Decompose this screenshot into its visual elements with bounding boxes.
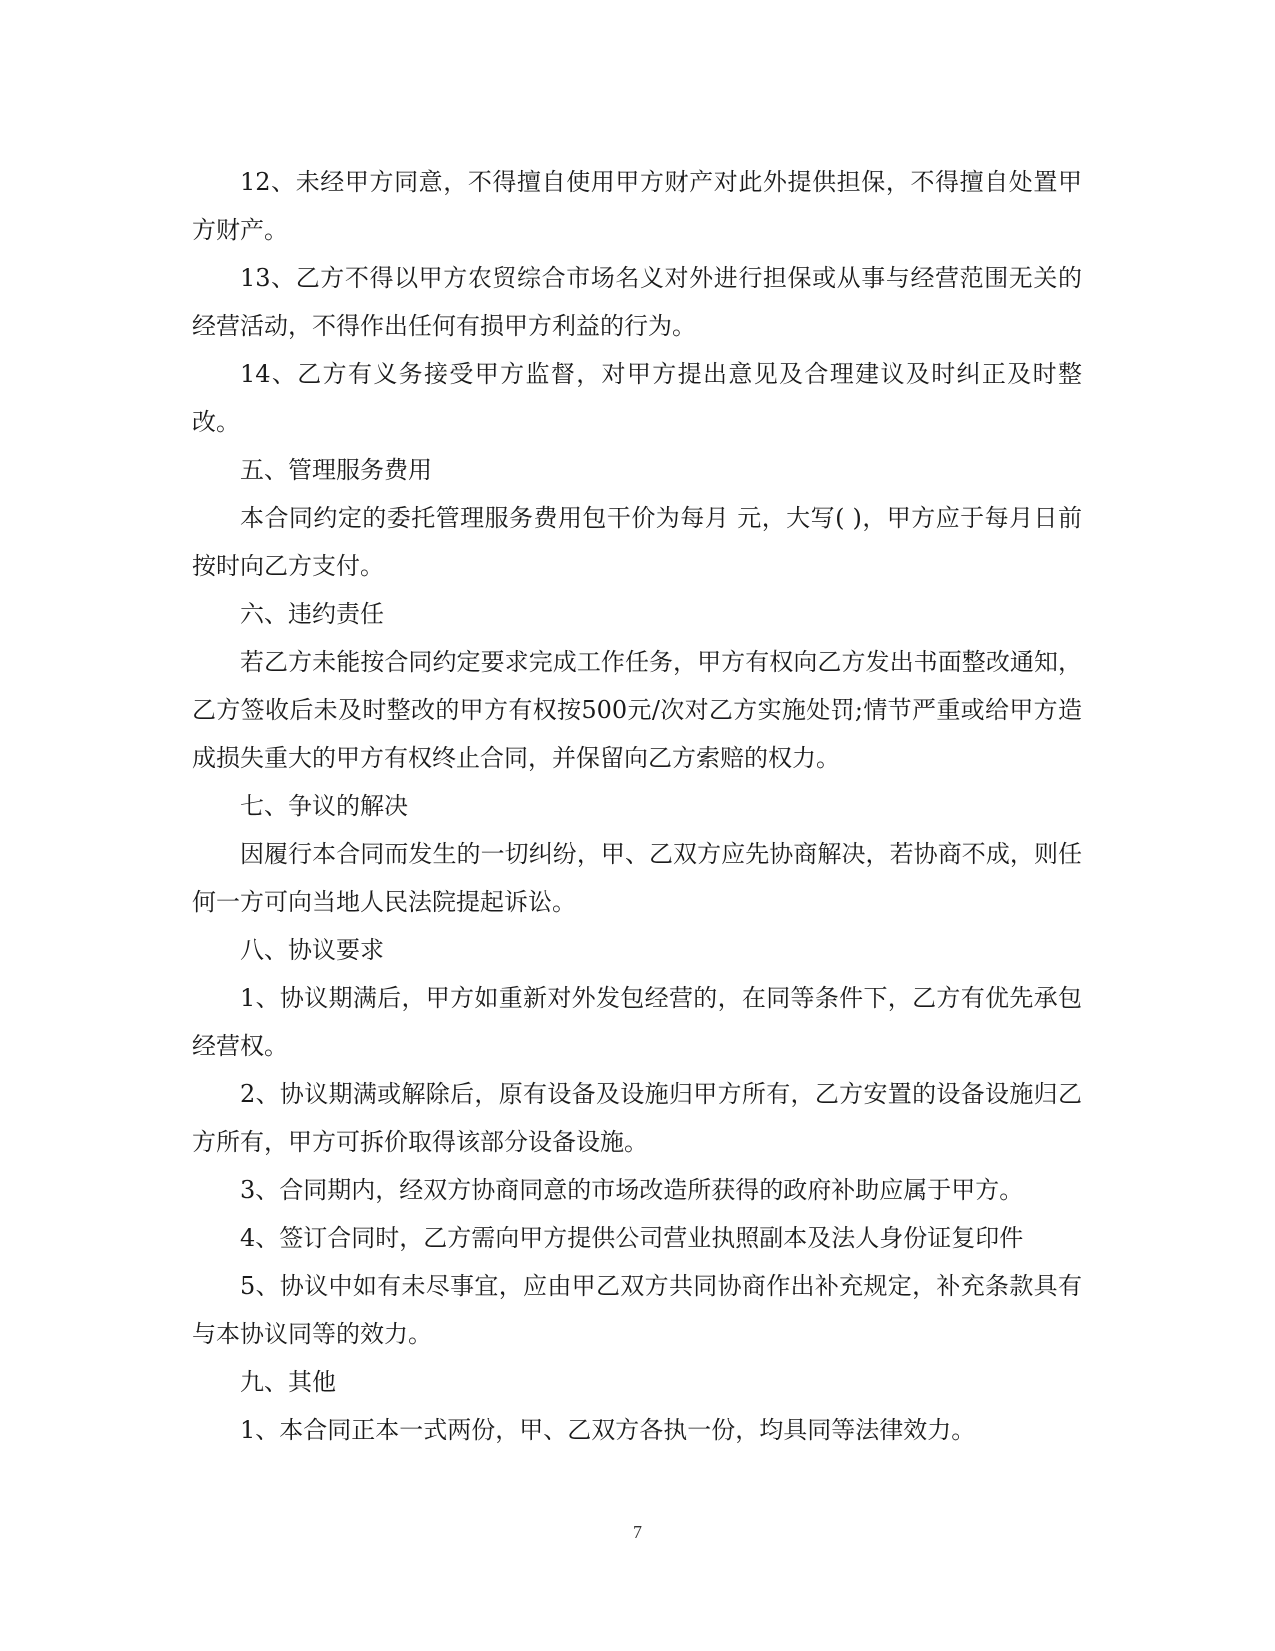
requirement-4: 4、签订合同时，乙方需向甲方提供公司营业执照副本及法人身份证复印件 (240, 1224, 1024, 1252)
other-1: 1、本合同正本一式两份，甲、乙双方各执一份，均具同等法律效力。 (240, 1416, 976, 1444)
clause-13: 13、乙方不得以甲方农贸综合市场名义对外进行担保或从事与经营范围无关的经营活动，不得作出任何有损甲方利益的行为。 (192, 264, 1082, 340)
clause-12: 12、未经甲方同意，不得擅自使用甲方财产对此外提供担保，不得擅自处置甲方财产。 (192, 168, 1082, 244)
clause-14: 14、乙方有义务接受甲方监督，对甲方提出意见及合理建议及时纠正及时整改。 (192, 360, 1082, 436)
fees-paragraph: 本合同约定的委托管理服务费用包干价为每月 元，大写( )，甲方应于每月日前按时向乙方支付。 (192, 504, 1082, 580)
section-heading-requirements: 八、协议要求 (240, 936, 384, 964)
section-heading-other: 九、其他 (240, 1368, 336, 1396)
dispute-paragraph: 因履行本合同而发生的一切纠纷，甲、乙双方应先协商解决，若协商不成，则任何一方可向当地人民法院提起诉讼。 (192, 840, 1082, 916)
section-heading-breach: 六、违约责任 (240, 600, 384, 628)
requirement-1: 1、协议期满后，甲方如重新对外发包经营的，在同等条件下，乙方有优先承包经营权。 (192, 984, 1082, 1060)
requirement-2: 2、协议期满或解除后，原有设备及设施归甲方所有，乙方安置的设备设施归乙方所有，甲方可拆价取得该部分设备设施。 (192, 1080, 1082, 1156)
page-number: 7 (633, 1522, 642, 1542)
requirement-3: 3、合同期内，经双方协商同意的市场改造所获得的政府补助应属于甲方。 (240, 1176, 1024, 1204)
section-heading-fees: 五、管理服务费用 (240, 456, 432, 484)
requirement-5: 5、协议中如有未尽事宜，应由甲乙双方共同协商作出补充规定，补充条款具有与本协议同等的效力。 (192, 1272, 1082, 1348)
document-body (192, 158, 1082, 1454)
section-heading-dispute: 七、争议的解决 (240, 792, 408, 820)
breach-paragraph: 若乙方未能按合同约定要求完成工作任务，甲方有权向乙方发出书面整改通知，乙方签收后未及时整改的甲方有权按500元/次对乙方实施处罚;情节严重或给甲方造成损失重大的甲方有权终止合同，并保留向乙方索赔的权力。 (192, 648, 1082, 772)
